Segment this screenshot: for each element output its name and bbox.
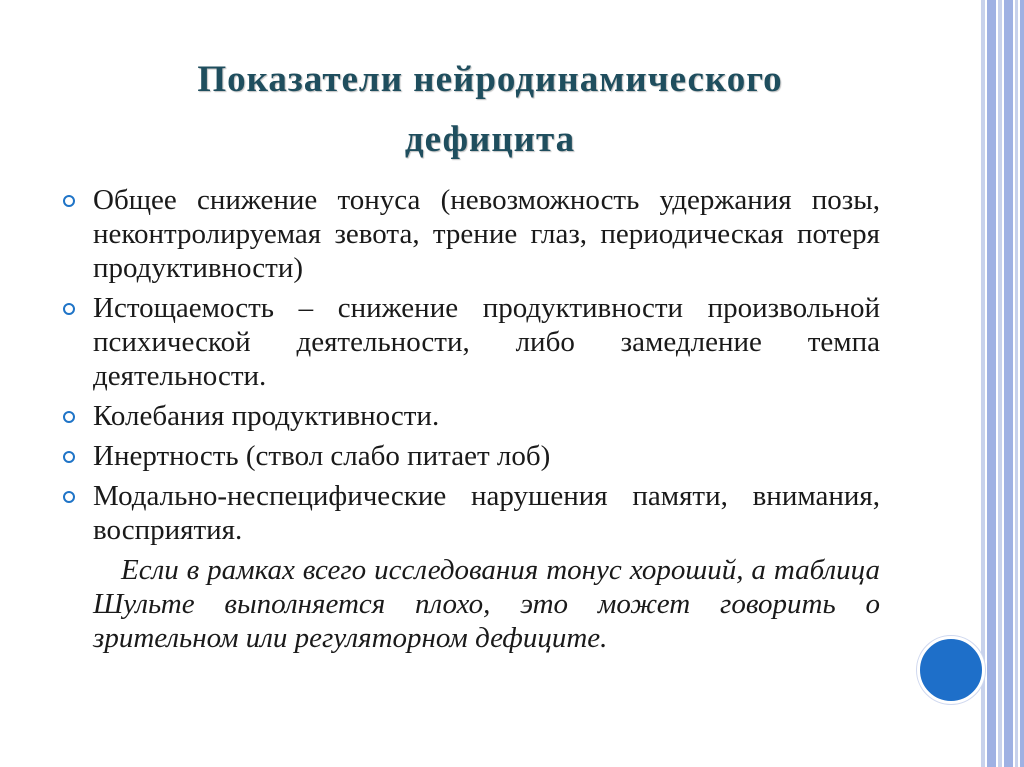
list-item xyxy=(60,183,880,285)
slide-title xyxy=(40,50,940,170)
ring-bullet-icon xyxy=(63,303,75,315)
list-item xyxy=(60,291,880,393)
decorative-stripe xyxy=(1004,0,1013,767)
list-item xyxy=(60,479,880,547)
decorative-stripe xyxy=(987,0,996,767)
ring-bullet-icon xyxy=(63,491,75,503)
slide-content xyxy=(60,183,880,655)
bullet-text: Колебания продуктивности. xyxy=(93,400,440,432)
list-item xyxy=(60,439,880,473)
bullet-text: Модально-неспецифические нарушения памяти, внимания, восприятия. xyxy=(93,480,880,546)
bullet-text: Общее снижение тонуса (невозможность удержания позы, неконтролируемая зевота, трение глаз, периодическая потеря продуктивности) xyxy=(93,184,880,284)
list-item xyxy=(60,399,880,433)
blue-circle-icon xyxy=(917,636,985,704)
ring-bullet-icon xyxy=(63,195,75,207)
bullet-text: Инертность (ствол слабо питает лоб) xyxy=(93,440,551,472)
decorative-stripe xyxy=(1015,0,1018,767)
ring-bullet-icon xyxy=(63,411,75,423)
decorative-stripe xyxy=(981,0,985,767)
ring-bullet-icon xyxy=(63,451,75,463)
decorative-stripe xyxy=(998,0,1002,767)
bullet-text: Истощаемость – снижение продуктивности произвольной психической деятельности, либо замедление темпа деятельности. xyxy=(93,292,880,392)
decorative-stripe xyxy=(1020,0,1024,767)
title-line-two: дефицита xyxy=(404,119,576,160)
title-line-one: Показатели нейродинамического xyxy=(197,59,783,100)
bullet-list xyxy=(60,183,880,547)
italic-note: Если в рамках всего исследования тонус хороший, а таблица Шульте выполняется плохо, это может говорить о зрительном или регуляторном дефиците. xyxy=(93,554,880,654)
